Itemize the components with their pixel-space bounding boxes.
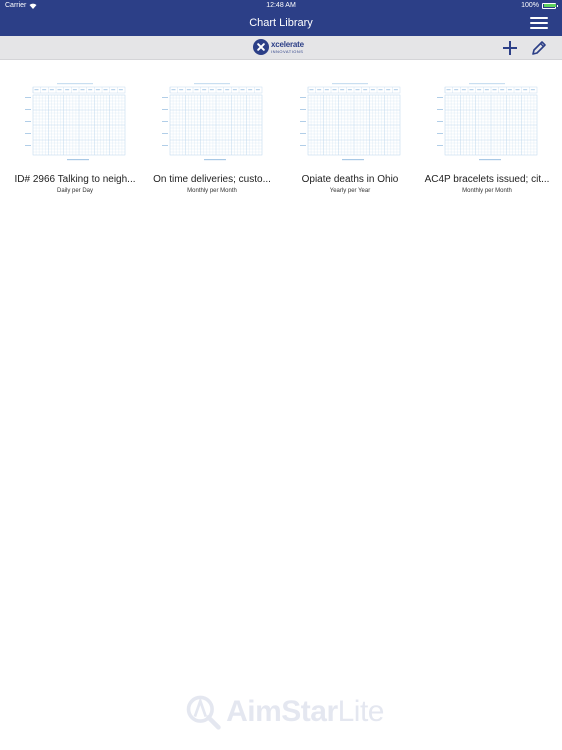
status-bar — [0, 0, 562, 12]
pencil-icon — [530, 39, 548, 57]
chart-card[interactable] — [422, 82, 552, 194]
status-time: 12:48 AM — [266, 2, 296, 9]
chart-title: On time deliveries; custo... — [153, 174, 271, 185]
watermark-brand: AimStar — [226, 695, 338, 728]
plus-icon — [501, 39, 519, 57]
top-bar — [0, 0, 562, 36]
logo-x-icon — [253, 39, 269, 55]
chart-title: Opiate deaths in Ohio — [301, 174, 399, 185]
chart-card[interactable] — [285, 82, 415, 194]
watermark-edition: Lite — [337, 695, 384, 728]
chart-thumbnail — [23, 82, 127, 164]
battery-fill — [544, 4, 556, 7]
chart-frequency: Monthly per Month — [462, 188, 512, 194]
chart-card[interactable] — [147, 82, 277, 194]
logo-main-text: xcelerate — [271, 39, 304, 49]
chart-grid — [0, 82, 562, 202]
navigation-bar — [0, 12, 562, 36]
chart-card[interactable] — [10, 82, 140, 194]
chart-title: ID# 2966 Talking to neigh... — [14, 174, 136, 185]
chart-thumbnail — [435, 82, 539, 164]
aimstar-watermark — [184, 690, 384, 734]
chart-title: AC4P bracelets issued; cit... — [424, 174, 550, 185]
hamburger-menu-icon[interactable] — [530, 17, 548, 31]
chart-thumbnail — [298, 82, 402, 164]
chart-frequency: Daily per Day — [56, 188, 93, 194]
chart-frequency: Monthly per Month — [187, 188, 237, 194]
carrier-label: Carrier — [5, 2, 27, 9]
battery-label: 100% — [521, 2, 539, 9]
edit-button[interactable] — [530, 39, 548, 57]
logo-sub-text: INNOVATIONS — [271, 48, 304, 54]
page-title: Chart Library — [249, 17, 313, 29]
aimstar-logo-icon — [184, 691, 222, 733]
add-chart-button[interactable] — [501, 39, 519, 57]
chart-frequency: Yearly per Year — [329, 188, 371, 194]
logo-text — [271, 41, 304, 54]
chart-thumbnail — [160, 82, 264, 164]
toolbar — [0, 36, 562, 60]
xcelerate-logo — [253, 39, 304, 55]
battery-icon — [542, 3, 556, 9]
battery-group — [521, 2, 556, 9]
